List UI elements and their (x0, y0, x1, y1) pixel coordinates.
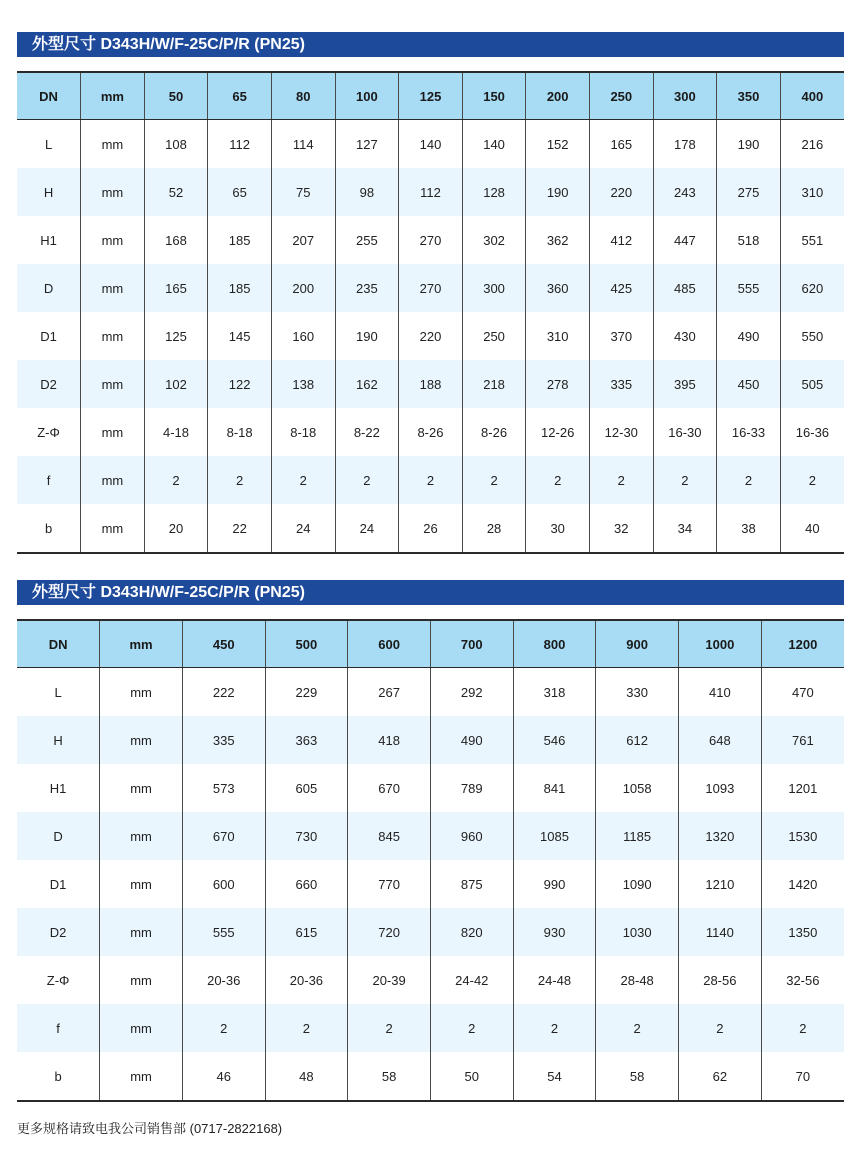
row-unit: mm (100, 908, 183, 956)
table-cell: 670 (348, 764, 431, 812)
table-cell: 140 (399, 120, 463, 169)
header-dn-size: 200 (526, 72, 590, 120)
row-parameter: f (17, 456, 81, 504)
table-cell: 24 (335, 504, 399, 553)
table-cell: 335 (182, 716, 265, 764)
table-cell: 2 (717, 456, 781, 504)
table-cell: 8-26 (399, 408, 463, 456)
table-cell: 2 (208, 456, 272, 504)
table-cell: 229 (265, 668, 348, 717)
table-cell: 770 (348, 860, 431, 908)
header-dn-size: 250 (589, 72, 653, 120)
table-cell: 2 (513, 1004, 596, 1052)
header-dn-size: 80 (271, 72, 335, 120)
table-cell: 418 (348, 716, 431, 764)
table-row (17, 1052, 844, 1101)
row-unit: mm (100, 764, 183, 812)
row-parameter: H (17, 716, 100, 764)
header-dn-size: 300 (653, 72, 717, 120)
row-parameter: L (54, 684, 62, 700)
table-cell: 8-22 (335, 408, 399, 456)
table-cell: 190 (335, 312, 399, 360)
table-cell: 1140 (679, 908, 762, 956)
table-cell: 363 (265, 716, 348, 764)
table-cell: 8-26 (462, 408, 526, 456)
table-cell: 990 (513, 860, 596, 908)
row-unit: mm (100, 1004, 183, 1052)
table-cell: 2 (430, 1004, 513, 1052)
table-row (17, 504, 844, 553)
table-cell: 845 (348, 812, 431, 860)
table-cell: 65 (208, 168, 272, 216)
table-cell: 4-18 (144, 408, 208, 456)
table-cell: 2 (399, 456, 463, 504)
dimensions-table-2 (17, 619, 844, 1102)
table-cell: 2 (589, 456, 653, 504)
header-dn-label: DN (17, 72, 81, 120)
table-cell: 165 (589, 120, 653, 169)
table-cell: 24 (271, 504, 335, 553)
row-parameter: f (17, 1004, 100, 1052)
table-row (17, 956, 844, 1004)
table-cell: 1201 (761, 764, 844, 812)
table-row (17, 120, 844, 169)
table-cell: 505 (780, 360, 844, 408)
table-cell: 62 (679, 1052, 762, 1101)
row-unit: mm (100, 1052, 183, 1101)
table-cell: 24-48 (513, 956, 596, 1004)
section-title: 外型尺寸 D343H/W/F-25C/P/R (PN25) (17, 32, 844, 57)
header-dn-size: 600 (348, 620, 431, 668)
table-cell: 145 (208, 312, 272, 360)
table-cell: 551 (780, 216, 844, 264)
table-cell: 1530 (761, 812, 844, 860)
table-cell: 138 (271, 360, 335, 408)
row-parameter: D1 (40, 328, 57, 344)
table-cell: 410 (679, 668, 762, 717)
table-cell: 930 (513, 908, 596, 956)
table-cell: 255 (335, 216, 399, 264)
table-row (17, 408, 844, 456)
row-unit: mm (81, 408, 145, 456)
row-parameter: H1 (49, 780, 67, 796)
table-cell: 425 (589, 264, 653, 312)
table-row (17, 264, 844, 312)
header-dn-size: 1200 (761, 620, 844, 668)
table-row (17, 860, 844, 908)
table-cell: 2 (761, 1004, 844, 1052)
table-cell: 200 (271, 264, 335, 312)
table-cell: 412 (589, 216, 653, 264)
table-cell: 670 (182, 812, 265, 860)
header-dn-size: 700 (430, 620, 513, 668)
table-cell: 318 (513, 668, 596, 717)
table-row (17, 716, 844, 764)
table-cell: 222 (182, 668, 265, 717)
table-cell: 160 (271, 312, 335, 360)
table-cell: 270 (399, 264, 463, 312)
table-row (17, 456, 844, 504)
table-cell: 46 (182, 1052, 265, 1101)
table-cell: 555 (717, 264, 781, 312)
table-cell: 612 (596, 716, 679, 764)
table-cell: 450 (717, 360, 781, 408)
table-cell: 2 (596, 1004, 679, 1052)
table-cell: 16-36 (780, 408, 844, 456)
row-unit: mm (81, 168, 145, 216)
header-dn-size: 1000 (679, 620, 762, 668)
row-unit: mm (81, 312, 145, 360)
table-cell: 2 (335, 456, 399, 504)
table-cell: 20-36 (182, 956, 265, 1004)
table-cell: 12-30 (589, 408, 653, 456)
row-parameter: L (44, 136, 53, 152)
table-cell: 1030 (596, 908, 679, 956)
table-cell: 1085 (513, 812, 596, 860)
row-parameter: H (17, 168, 81, 216)
table-cell: 518 (717, 216, 781, 264)
row-unit: mm (100, 956, 183, 1004)
table-cell: 102 (144, 360, 208, 408)
row-parameter: D2 (17, 908, 100, 956)
table-cell: 275 (717, 168, 781, 216)
table-cell: 28-48 (596, 956, 679, 1004)
table-cell: 165 (144, 264, 208, 312)
table-cell: 360 (526, 264, 590, 312)
dimensions-section-2 (17, 580, 844, 1102)
table-cell: 430 (653, 312, 717, 360)
table-cell: 185 (208, 216, 272, 264)
dimensions-table-1 (17, 71, 844, 554)
row-parameter: Z-Φ (46, 972, 70, 988)
table-cell: 2 (526, 456, 590, 504)
table-cell: 546 (513, 716, 596, 764)
header-dn-size: 800 (513, 620, 596, 668)
table-cell: 2 (144, 456, 208, 504)
table-cell: 207 (271, 216, 335, 264)
header-dn-size: 900 (596, 620, 679, 668)
table-cell: 28-56 (679, 956, 762, 1004)
table-cell: 12-26 (526, 408, 590, 456)
table-cell: 362 (526, 216, 590, 264)
table-cell: 2 (348, 1004, 431, 1052)
table-cell: 38 (717, 504, 781, 553)
table-cell: 820 (430, 908, 513, 956)
table-cell: 190 (717, 120, 781, 169)
table-cell: 218 (462, 360, 526, 408)
table-cell: 58 (596, 1052, 679, 1101)
row-parameter: D1 (49, 876, 67, 892)
row-unit: mm (81, 504, 145, 553)
header-dn-label: DN (17, 620, 100, 668)
table-cell: 2 (679, 1004, 762, 1052)
table-cell: 310 (526, 312, 590, 360)
table-cell: 188 (399, 360, 463, 408)
table-cell: 40 (780, 504, 844, 553)
table-cell: 485 (653, 264, 717, 312)
table-cell: 30 (526, 504, 590, 553)
table-cell: 112 (208, 120, 272, 169)
table-row (17, 216, 844, 264)
row-parameter: H1 (40, 232, 57, 248)
header-dn-size: 125 (399, 72, 463, 120)
table-cell: 1420 (761, 860, 844, 908)
table-cell: 730 (265, 812, 348, 860)
row-parameter: D (17, 264, 81, 312)
table-cell: 648 (679, 716, 762, 764)
table-cell: 1350 (761, 908, 844, 956)
table-cell: 2 (265, 1004, 348, 1052)
table-cell: 16-33 (717, 408, 781, 456)
row-unit: mm (81, 120, 145, 169)
table-cell: 190 (526, 168, 590, 216)
table-cell: 302 (462, 216, 526, 264)
row-unit: mm (100, 860, 183, 908)
table-cell: 32-56 (761, 956, 844, 1004)
table-cell: 140 (462, 120, 526, 169)
table-cell: 16-30 (653, 408, 717, 456)
header-unit: mm (81, 72, 145, 120)
table-cell: 220 (589, 168, 653, 216)
row-unit: mm (100, 716, 183, 764)
table-row (17, 668, 844, 717)
table-cell: 168 (144, 216, 208, 264)
table-cell: 122 (208, 360, 272, 408)
header-dn-size: 450 (182, 620, 265, 668)
row-unit: mm (81, 360, 145, 408)
row-unit: mm (81, 264, 145, 312)
table-cell: 841 (513, 764, 596, 812)
table-cell: 300 (462, 264, 526, 312)
table-cell: 555 (182, 908, 265, 956)
table-cell: 605 (265, 764, 348, 812)
table-cell: 152 (526, 120, 590, 169)
table-cell: 127 (335, 120, 399, 169)
table-cell: 8-18 (271, 408, 335, 456)
table-cell: 761 (761, 716, 844, 764)
table-cell: 8-18 (208, 408, 272, 456)
row-parameter: Z-Φ (37, 424, 60, 440)
table-cell: 185 (208, 264, 272, 312)
table-cell: 50 (430, 1052, 513, 1101)
table-cell: 125 (144, 312, 208, 360)
table-cell: 620 (780, 264, 844, 312)
table-cell: 20-39 (348, 956, 431, 1004)
table-cell: 2 (182, 1004, 265, 1052)
table-cell: 660 (265, 860, 348, 908)
table-cell: 28 (462, 504, 526, 553)
table-cell: 615 (265, 908, 348, 956)
table-cell: 128 (462, 168, 526, 216)
table-cell: 162 (335, 360, 399, 408)
table-cell: 70 (761, 1052, 844, 1101)
table-cell: 2 (271, 456, 335, 504)
table-cell: 335 (589, 360, 653, 408)
table-cell: 235 (335, 264, 399, 312)
section-title: 外型尺寸 D343H/W/F-25C/P/R (PN25) (17, 580, 844, 605)
table-cell: 48 (265, 1052, 348, 1101)
table-header-row (17, 620, 844, 668)
row-unit: mm (100, 812, 183, 860)
table-row (17, 764, 844, 812)
table-cell: 550 (780, 312, 844, 360)
table-cell: 26 (399, 504, 463, 553)
table-cell: 292 (430, 668, 513, 717)
table-cell: 20 (144, 504, 208, 553)
row-parameter: b (17, 1052, 100, 1101)
table-cell: 1320 (679, 812, 762, 860)
table-cell: 960 (430, 812, 513, 860)
table-cell: 112 (399, 168, 463, 216)
row-parameter: D (17, 812, 100, 860)
table-cell: 600 (182, 860, 265, 908)
header-dn-size: 350 (717, 72, 781, 120)
table-cell: 250 (462, 312, 526, 360)
table-cell: 108 (144, 120, 208, 169)
header-dn-size: 400 (780, 72, 844, 120)
table-cell: 789 (430, 764, 513, 812)
dimensions-section-1 (17, 32, 844, 554)
table-row (17, 812, 844, 860)
row-unit: mm (100, 668, 183, 717)
table-cell: 1058 (596, 764, 679, 812)
header-dn-size: 50 (144, 72, 208, 120)
table-cell: 178 (653, 120, 717, 169)
table-cell: 310 (780, 168, 844, 216)
table-row (17, 1004, 844, 1052)
header-dn-size: 150 (462, 72, 526, 120)
header-dn-size: 65 (208, 72, 272, 120)
table-cell: 114 (271, 120, 335, 169)
table-cell: 447 (653, 216, 717, 264)
table-cell: 98 (335, 168, 399, 216)
table-cell: 24-42 (430, 956, 513, 1004)
table-cell: 278 (526, 360, 590, 408)
table-cell: 75 (271, 168, 335, 216)
table-cell: 2 (653, 456, 717, 504)
table-cell: 220 (399, 312, 463, 360)
header-dn-size: 100 (335, 72, 399, 120)
row-unit: mm (81, 456, 145, 504)
table-cell: 1090 (596, 860, 679, 908)
table-row (17, 168, 844, 216)
table-cell: 370 (589, 312, 653, 360)
table-cell: 720 (348, 908, 431, 956)
table-cell: 270 (399, 216, 463, 264)
table-cell: 2 (462, 456, 526, 504)
row-parameter: D2 (17, 360, 81, 408)
table-cell: 490 (717, 312, 781, 360)
table-cell: 875 (430, 860, 513, 908)
table-cell: 573 (182, 764, 265, 812)
table-cell: 216 (780, 120, 844, 169)
row-parameter: b (17, 504, 81, 553)
header-unit: mm (100, 620, 183, 668)
table-cell: 267 (348, 668, 431, 717)
table-cell: 330 (596, 668, 679, 717)
table-cell: 52 (144, 168, 208, 216)
table-cell: 395 (653, 360, 717, 408)
table-cell: 490 (430, 716, 513, 764)
table-cell: 22 (208, 504, 272, 553)
table-cell: 34 (653, 504, 717, 553)
table-cell: 470 (761, 668, 844, 717)
row-unit: mm (81, 216, 145, 264)
table-cell: 1210 (679, 860, 762, 908)
table-cell: 20-36 (265, 956, 348, 1004)
table-row (17, 312, 844, 360)
table-cell: 1093 (679, 764, 762, 812)
table-cell: 32 (589, 504, 653, 553)
table-cell: 1185 (596, 812, 679, 860)
table-row (17, 360, 844, 408)
table-cell: 54 (513, 1052, 596, 1101)
contact-footer: 更多规格请致电我公司销售部 (0717-2822168) (17, 1121, 283, 1136)
table-row (17, 908, 844, 956)
table-cell: 2 (780, 456, 844, 504)
table-header-row (17, 72, 844, 120)
header-dn-size: 500 (265, 620, 348, 668)
table-cell: 243 (653, 168, 717, 216)
table-cell: 58 (348, 1052, 431, 1101)
